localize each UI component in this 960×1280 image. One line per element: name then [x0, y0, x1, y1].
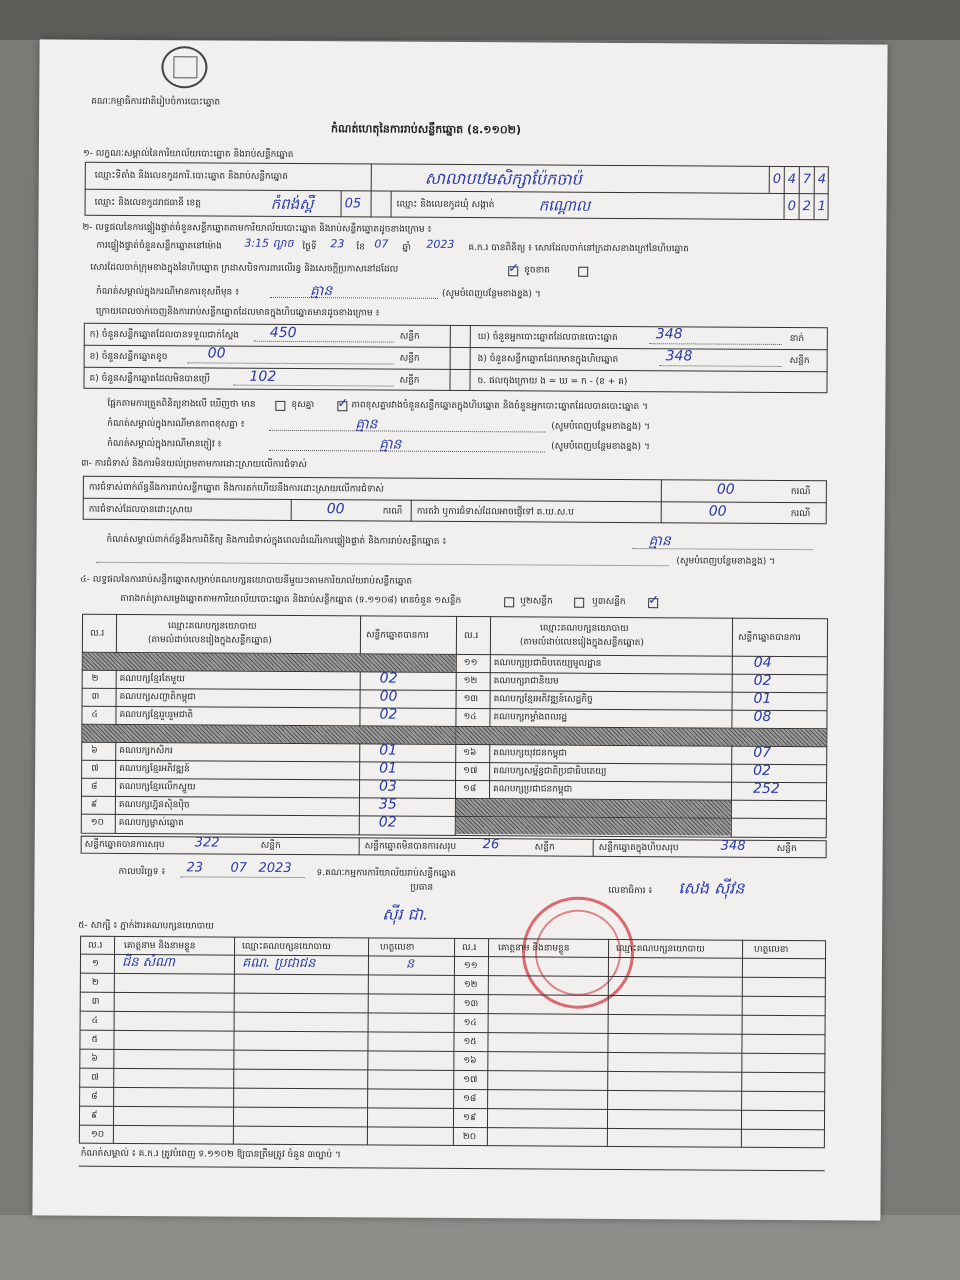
- diff-note-value[interactable]: គ្មាន: [310, 283, 333, 300]
- invalid-total-label: សន្លឹកឆ្នោតមិនបានការសរុប: [364, 841, 457, 852]
- count-c-label: គ) ចំនួនសន្លឹកឆ្នោតដែលមិនបានប្រើ: [89, 373, 211, 385]
- party-votes-left[interactable]: 00: [379, 688, 398, 705]
- check-day-label: ថ្ងៃទី: [302, 242, 317, 253]
- witness-no-right: ១២: [463, 980, 478, 991]
- party-no-right: ១៧: [463, 766, 478, 777]
- objection-label: ការជំទាស់ពាក់ព័ន្ធនឹងការរាប់សន្លឹកឆ្នោត និងការតក់ហើយនឹងការដោះស្រាយលើការជំទាស់: [88, 482, 385, 495]
- witness-no-right: ១៣: [463, 999, 479, 1010]
- resolved-value[interactable]: 00: [326, 501, 345, 518]
- equality-text: ភាពខុសគ្នារវាងចំនួនសន្លឹកឆ្នោតក្នុងហិបឆ្នោត និងចំនួនអ្នកបោះឆ្នោតដែលបានបោះឆ្នោត ។: [351, 400, 649, 413]
- party-name-right: គណបក្សរាជានិយម: [493, 676, 559, 687]
- hatched-cell: [456, 817, 731, 836]
- count-c-value[interactable]: 102: [249, 368, 277, 385]
- count-b-unit: សន្លឹក: [399, 353, 420, 364]
- witness-no-left: ៦: [91, 1053, 98, 1064]
- location-code-4[interactable]: 4: [817, 172, 827, 188]
- table-surface-top: [0, 0, 960, 40]
- party-votes-left[interactable]: 02: [379, 670, 398, 687]
- witness-signature-left[interactable]: ន: [405, 956, 415, 972]
- count-a-label: ក) ចំនួនសន្លឹកឆ្នោតដែលបានទទួលជាក់ស្ដែង: [89, 329, 240, 341]
- location-code-1[interactable]: 0: [772, 171, 782, 187]
- count-b-label: ខ) ចំនួនសន្លឹកឆ្នោតខូច: [89, 351, 168, 363]
- party-name-right: គណបក្សខ្មែរអភិវឌ្ឍន៍សេដ្ឋកិច្ច: [493, 694, 593, 705]
- witness-col-no-left: ល.រ: [88, 940, 103, 951]
- witness-no-left: ៤: [91, 1015, 99, 1026]
- secretary-signature[interactable]: សេង ស៊ីវន: [678, 878, 745, 898]
- footer-note: កំណត់សម្គាល់ ៖ គ.ក.រ ត្រូវបំពេញ ទ.១១០២ ឱ្យបានត្រឹមត្រូវ ចំនួន ៣ច្បាប់ ។: [80, 1148, 341, 1161]
- section-2-heading: ២- លទ្ធផលនៃការផ្ទៀងផ្ទាត់ចំនួនសន្លឹកឆ្នោតតាមការិយាល័យបោះឆ្នោត និងរាប់សន្លឹកឆ្នោតដូចខាងក្រោម ៖: [82, 222, 432, 235]
- witness-no-right: ១១: [463, 961, 478, 972]
- party-votes-left[interactable]: 01: [379, 760, 398, 777]
- party-name-left: គណបក្សខ្មែររួបរួមជាតិ: [119, 709, 194, 721]
- witness-no-right: ១៦: [463, 1056, 477, 1067]
- count-e-unit: សន្លឹក: [789, 356, 810, 367]
- check-year-label: ឆ្នាំ: [402, 242, 411, 253]
- ballot-total-label: សន្លឹកឆ្នោតក្នុងហិបសរុប: [598, 842, 679, 854]
- count-d-value[interactable]: 348: [655, 326, 683, 343]
- party-name-left: គណបក្សខ្មែរលើកស្ទួយ: [119, 781, 196, 793]
- guest-note-value[interactable]: គ្មាន: [379, 436, 402, 453]
- party-name-left: គណបក្សហ្វ៊ុនស៊ិនប៉ិច: [118, 799, 190, 811]
- appeal-label: ការតវ៉ា ឬការជំទាស់ដែលអាចផ្ញើទៅ គ.ឃ.ស.ប: [416, 506, 574, 518]
- check-month-label: ខែ: [356, 242, 365, 253]
- party-votes-left[interactable]: 02: [378, 814, 397, 831]
- location-label: ឈ្មោះទីតាំង និងលេខកូដការិ.បោះឆ្នោត និងរាប់សន្លឹកឆ្នោត: [94, 170, 288, 182]
- party-no-left: ២: [91, 673, 99, 684]
- witness-no-left: ៧: [91, 1072, 99, 1083]
- count-intro: ក្រោយពេលចាក់ចេញនិងការរាប់សន្លឹកឆ្នោតដែលមានក្នុងហិបឆ្នោតមានដូចខាងក្រោម ៖: [95, 306, 380, 319]
- witness-col-sig-left: ហត្ថលេខា: [380, 942, 415, 953]
- province-code[interactable]: 05: [344, 196, 362, 212]
- section-4-heading: ៤- លទ្ធផលនៃការរាប់សន្លឹកឆ្នោតសម្រាប់គណបក្សនយោបាយនីមួយៗតាមការិយាល័យរាប់សន្លឹកឆ្នោត: [80, 574, 413, 587]
- witness-no-left: ៣: [91, 996, 100, 1007]
- party-votes-right[interactable]: 07: [753, 744, 772, 761]
- chair-signature[interactable]: ស៊ីរ ជា.: [382, 904, 429, 924]
- diff-note-hint: (សូមបំពេញបន្ថែមខាងខ្នង) ។: [442, 288, 541, 300]
- date-day[interactable]: 23: [186, 860, 204, 876]
- party-name-right: គណបក្សយុវជនកម្ពុជា: [493, 748, 567, 759]
- party-name-right: គណបក្សកម្លាំងពលរដ្ឋ: [493, 712, 568, 723]
- party-no-right: ១១: [463, 658, 478, 669]
- count-e-label: ង) ចំនួនសន្លឹកឆ្នោតដែលមានក្នុងហិបឆ្នោត: [477, 354, 619, 365]
- chair-label: ប្រធាន: [410, 882, 434, 893]
- party-name-right: គណបក្សប្រជាធិបតេយ្យមូលដ្ឋាន: [493, 658, 602, 669]
- witness-party-left[interactable]: គណ. ប្រជាជន: [241, 955, 316, 972]
- party-votes-right[interactable]: 252: [752, 780, 780, 797]
- location-code-3[interactable]: 7: [802, 172, 812, 188]
- commune-code-4[interactable]: 1: [817, 199, 826, 215]
- party-votes-left[interactable]: 35: [378, 796, 397, 813]
- valid-total-value[interactable]: 322: [194, 835, 220, 851]
- party-votes-right[interactable]: 02: [753, 672, 772, 689]
- count-d-label: ឃ) ចំនួនអ្នកបោះឆ្នោតដែលបានបោះឆ្នោត: [477, 332, 618, 343]
- invalid-total-unit: សន្លឹក: [534, 842, 555, 853]
- col-no-left: ល.រ: [89, 628, 105, 639]
- hatched-cell: [456, 799, 731, 818]
- check-text-1: គ.ក.រ បានពិនិត្យ ៖ សោរដែលចាក់នៅក្រដាសខាងក្រៅនៃហិបឆ្នោត: [468, 243, 689, 255]
- col-party-right-sub: (តាមលំដាប់លេខរៀងក្នុងសន្លឹកឆ្នោត): [519, 637, 644, 649]
- two-sheet-label: ឬ២សន្លឹក: [520, 596, 553, 607]
- equality-yes-checkbox[interactable]: [275, 401, 285, 411]
- witness-no-right: ១៤: [463, 1018, 477, 1029]
- party-no-right: ១៦: [463, 748, 477, 759]
- count-c-unit: សន្លឹក: [399, 375, 420, 386]
- party-votes-left[interactable]: 03: [378, 778, 397, 795]
- resolved-unit: ករណី: [382, 506, 403, 517]
- party-name-left: គណបក្សម្ចាស់ឆ្នោត: [118, 817, 184, 829]
- witness-name-left[interactable]: ជិន សំណា: [121, 954, 176, 971]
- party-no-right: ១២: [463, 676, 478, 687]
- guest-note-label: កំណត់សម្គាល់ក្នុងករណីមានភ្ញៀវ ៖: [107, 438, 222, 450]
- count-a-value[interactable]: 450: [269, 324, 297, 341]
- diff-note-label: កំណត់សម្គាល់ក្នុងករណីមានការខុសពីមុន ៖: [96, 286, 240, 298]
- location-value[interactable]: សាលាបឋមសិក្សាប៉ែកចាប៉: [424, 168, 582, 189]
- objection-unit: ករណី: [790, 487, 811, 498]
- objection-value[interactable]: 00: [716, 481, 735, 498]
- witness-no-right: ១៧: [463, 1075, 478, 1086]
- valid-total-label: សន្លឹកឆ្នោតបានការសរុប: [84, 839, 165, 851]
- witness-no-left: ៩: [90, 1110, 98, 1121]
- objection-note-hint: (សូមបំពេញបន្ថែមខាងខ្នង) ។: [676, 556, 776, 567]
- col-party-right: ឈ្មោះគណបក្សនយោបាយ: [539, 623, 629, 635]
- witness-no-left: ៥: [91, 1034, 98, 1045]
- committee-label: ទ.គណៈកម្មការការិយាល័យរាប់សន្លឹកឆ្នោត: [316, 868, 456, 879]
- diff-reason-hint: (សូមបំពេញបន្ថែមខាងខ្នង) ។: [551, 421, 650, 433]
- party-no-right: ១៨: [462, 784, 477, 795]
- witness-no-left: ១០: [90, 1129, 105, 1140]
- objection-note-value[interactable]: គ្មាន: [648, 533, 671, 550]
- party-no-left: ១០: [90, 817, 105, 828]
- party-no-left: ៣: [91, 691, 100, 702]
- three-sheet-label: ឬ៣សន្លឹក: [592, 596, 626, 608]
- party-no-left: ៦: [91, 745, 98, 756]
- count-b-value[interactable]: 00: [207, 345, 226, 362]
- party-votes-right[interactable]: 02: [753, 762, 772, 779]
- damaged-checkbox[interactable]: [578, 267, 588, 277]
- resolved-label: ការជំទាស់ដែលបានដោះស្រាយ: [88, 504, 193, 516]
- count-d-unit: នាក់: [789, 334, 805, 345]
- party-name-left: គណបក្សសញ្ជាតិកម្ពុជា: [119, 691, 196, 703]
- witness-no-left: ២: [91, 977, 99, 988]
- party-votes-right[interactable]: 01: [753, 690, 772, 707]
- count-a-unit: សន្លឹក: [399, 331, 420, 342]
- witness-no-right: ១៨: [463, 1094, 477, 1105]
- witness-col-name-right: គោត្តនាម និងនាមខ្លួន: [498, 943, 570, 954]
- commune-code-2[interactable]: 0: [787, 198, 796, 215]
- witness-col-sig-right: ហត្ថលេខា: [754, 944, 789, 956]
- tally-sheet-label: តារាងកត់ត្រាសម្លេងឆ្នោតតាមការិយាល័យបោះឆ្នោត និងរាប់សន្លឹកឆ្នោត (ទ.១១០៨) មានចំនួន ១សន្លឹក: [120, 593, 462, 607]
- form-title: កំណត់ហេតុនៃការរាប់សន្លឹកឆ្នោត (ឧ.១១០២): [331, 122, 522, 137]
- form-sheet: [32, 39, 887, 1220]
- party-no-right: ១៤: [463, 712, 477, 723]
- col-votes-right: សន្លឹកឆ្នោតបានការ: [737, 632, 801, 644]
- equality-label: ផ្អែកតាមការត្រួតពិនិត្យខាងលើ ឃើញថា មាន: [107, 398, 256, 410]
- witness-no-left: ៨: [91, 1091, 98, 1102]
- party-no-right: ១៣: [463, 694, 479, 705]
- secretary-label: លេខាធិការ ៖: [608, 885, 653, 897]
- section-1-heading: ១- លក្ខណៈសម្គាល់នៃការិយាល័យបោះឆ្នោត និងរាប់សន្លឹកឆ្នោត: [82, 148, 294, 160]
- org-name: គណៈកម្មាធិការជាតិរៀបចំការបោះឆ្នោត: [91, 96, 221, 108]
- check-time-value[interactable]: 3:15 ល្ងាច: [244, 236, 294, 250]
- province-label: ឈ្មោះ និងលេខកូដរាជធានី ខេត្ត: [94, 197, 201, 209]
- party-no-left: ៩: [90, 799, 98, 810]
- party-votes-left[interactable]: 02: [379, 706, 398, 723]
- party-votes-right[interactable]: 04: [753, 654, 772, 671]
- check-time-label: ការផ្ទៀងផ្ទាត់ចំនួនសន្លឹកឆ្នោតនៅម៉ោង: [96, 240, 222, 252]
- national-emblem-icon: [161, 46, 207, 88]
- check-month-value[interactable]: 07: [374, 237, 389, 251]
- count-formula: ច. ផលចុងក្រោយ ង = ឃ = ក - (ខ + គ): [477, 376, 628, 388]
- party-votes-left[interactable]: 01: [379, 742, 398, 759]
- commune-value[interactable]: កណ្ដោល: [538, 196, 591, 215]
- col-party-left: ឈ្មោះគណបក្សនយោបាយ: [167, 621, 257, 632]
- party-name-right: គណបក្សសម្ព័ន្ធជាតិប្រជាធិបតេយ្យ: [493, 766, 607, 777]
- witness-no-right: ២០: [462, 1132, 477, 1143]
- witness-no-left: ១: [91, 958, 99, 969]
- date-month[interactable]: 07: [230, 860, 248, 876]
- date-label: កាលបរិច្ឆេទ ៖: [118, 866, 166, 878]
- difference-label: ខុសគ្នា: [291, 399, 315, 411]
- invalid-total-value[interactable]: 26: [482, 837, 500, 853]
- section-5-heading: ៥- សាក្សី ៖ ភ្នាក់ងារគណបក្សនយោបាយ: [78, 920, 214, 932]
- count-e-value[interactable]: 348: [665, 348, 693, 365]
- party-no-left: ៤: [91, 709, 98, 720]
- damaged-label: ខូចខាត: [524, 265, 550, 276]
- location-code-2[interactable]: 4: [787, 171, 797, 188]
- party-name-left: គណបក្សកសិករ: [119, 745, 173, 757]
- party-no-left: ៧: [91, 763, 99, 774]
- witness-col-party-right: ឈ្មោះគណបក្សនយោបាយ: [616, 943, 705, 955]
- valid-total-unit: សន្លឹក: [260, 840, 281, 851]
- objection-note-label: កំណត់សម្គាល់ពាក់ព័ន្ធនឹងការពិនិត្យ និងការជំទាស់ក្នុងពេលដំណើរការផ្ទៀងផ្ទាត់ និងការរាប់សន្លឹកឆ្នោត ៖: [106, 534, 447, 547]
- province-value[interactable]: កំពង់ស្ពឺ: [270, 194, 314, 214]
- party-votes-right[interactable]: 08: [753, 708, 772, 725]
- appeal-value[interactable]: 00: [708, 503, 727, 520]
- col-no-right: ល.រ: [463, 631, 479, 642]
- commune-label: ឈ្មោះ និងលេខកូដឃុំ សង្កាត់: [396, 199, 495, 211]
- appeal-unit: ករណី: [790, 509, 811, 520]
- party-no-left: ៨: [91, 781, 98, 792]
- check-year-value[interactable]: 2023: [426, 237, 455, 251]
- table-surface-bottom: [0, 1215, 960, 1280]
- ballot-total-value[interactable]: 348: [720, 838, 746, 854]
- difference-checkbox[interactable]: [337, 401, 347, 411]
- witness-no-right: ១៩: [462, 1113, 477, 1124]
- diff-reason-value[interactable]: គ្មាន: [355, 416, 378, 433]
- check-day-value[interactable]: 23: [330, 237, 345, 251]
- date-year[interactable]: 2023: [258, 860, 292, 876]
- two-sheet-checkbox[interactable]: [574, 598, 584, 608]
- check-text-2: សោរដែលចាក់ក្រុមខាងក្នុងនៃហិបឆ្នោត ក្រដាសបិទការពារលើរន្ធ និងសេចក្ដីប្រកាសនៅដដែល: [90, 262, 399, 275]
- witness-col-party-left: ឈ្មោះគណបក្សនយោបាយ: [242, 941, 331, 953]
- diff-reason-label: កំណត់សម្គាល់ក្នុងករណីមានភាពខុសគ្នា ៖: [107, 418, 245, 430]
- intact-checkbox[interactable]: [508, 266, 518, 276]
- section-3-heading: ៣- ការជំទាស់ និងការមិនយល់ព្រមតាមការដោះស្រាយលើការជំទាស់: [80, 458, 307, 471]
- guest-note-hint: (សូមបំពេញបន្ថែមខាងខ្នង) ។: [551, 441, 650, 453]
- ballot-total-unit: សន្លឹក: [776, 843, 797, 855]
- three-sheet-checkbox[interactable]: [648, 598, 658, 608]
- witness-col-no-right: ល.រ: [462, 943, 477, 954]
- commune-code-3[interactable]: 2: [802, 199, 811, 215]
- witness-col-name-left: គោត្តនាម និងនាមខ្លួន: [124, 940, 196, 952]
- col-votes-left: សន្លឹកឆ្នោតបានការ: [365, 630, 429, 641]
- col-party-left-sub: (តាមលំដាប់លេខរៀងក្នុងសន្លឹកឆ្នោត): [147, 635, 272, 646]
- party-name-left: គណបក្សខ្មែរតែមួយ: [119, 673, 185, 685]
- party-name-right: គណបក្សប្រជាជនកម្ពុជា: [492, 784, 573, 795]
- party-name-left: គណបក្សខ្មែរអភិវឌ្ឍន៍: [119, 763, 190, 775]
- one-sheet-checkbox[interactable]: [504, 597, 514, 607]
- witness-no-right: ១៥: [463, 1037, 477, 1048]
